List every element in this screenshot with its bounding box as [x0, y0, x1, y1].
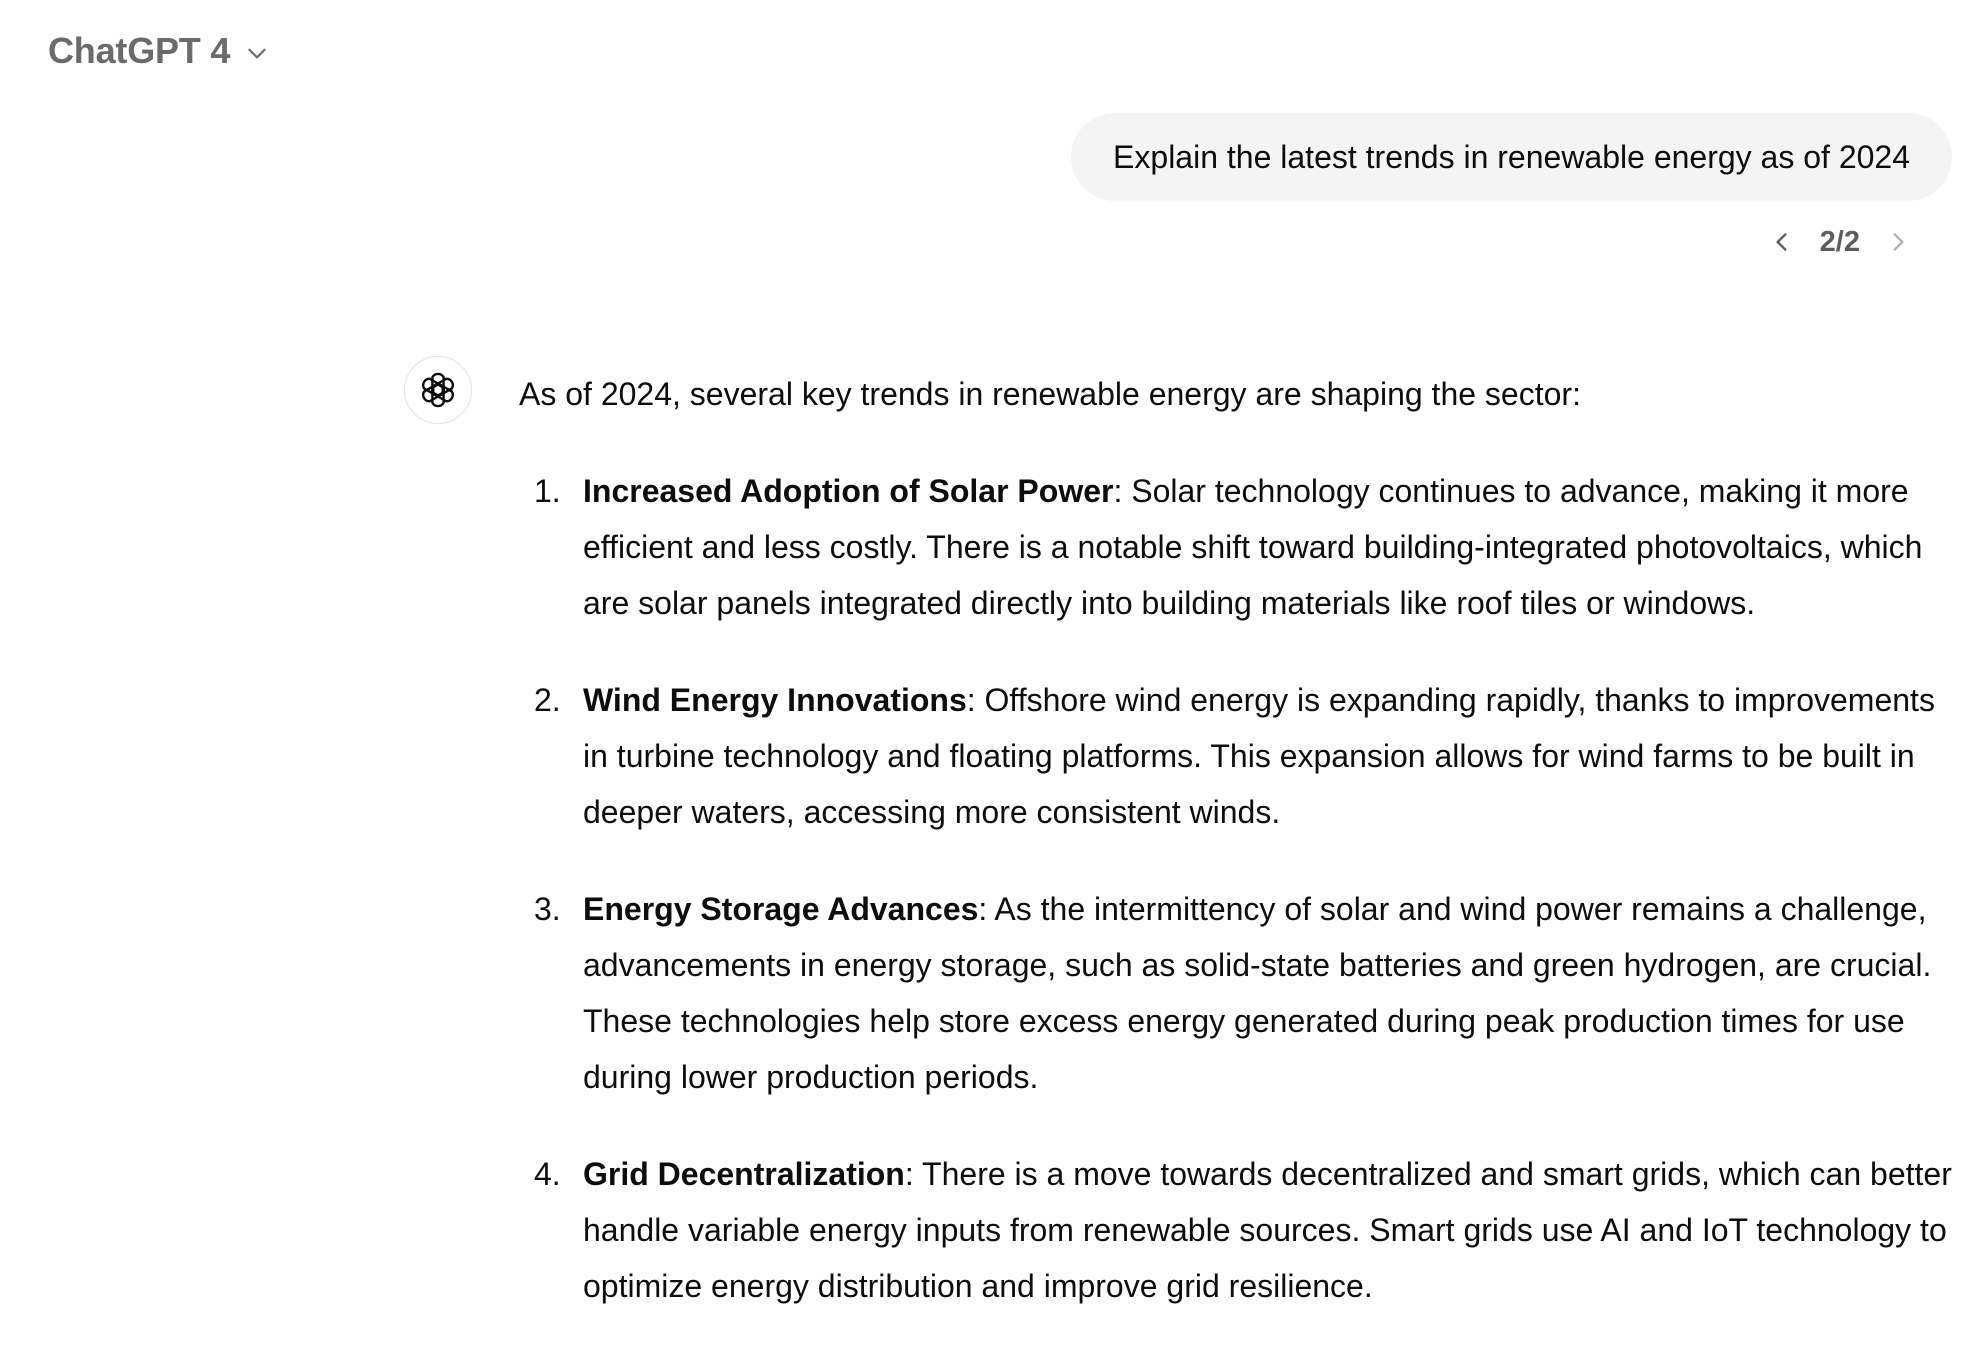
chevron-left-icon[interactable] [1764, 224, 1800, 260]
item-number: 1. [534, 473, 561, 509]
chevron-down-icon [244, 40, 270, 66]
user-message-bubble [1071, 113, 1952, 201]
response-pager [1764, 224, 1916, 260]
trend-list [519, 463, 1959, 1314]
user-message-text: Explain the latest trends in renewable energy as of 2024 [1113, 138, 1910, 175]
list-item [519, 881, 1959, 1105]
openai-logo-icon [418, 370, 458, 410]
item-number: 3. [534, 891, 561, 927]
item-text: : Offshore wind energy is expanding rapidly, thanks to improvements in turbine technology and floating platforms. This expansion allows for wind farms to be built in deeper waters, accessing more consistent winds. [583, 682, 1935, 830]
assistant-response [519, 366, 1959, 1355]
chevron-right-icon[interactable] [1880, 224, 1916, 260]
list-item [519, 1146, 1959, 1314]
item-title: Grid Decentralization [583, 1156, 905, 1192]
item-text: : There is a move towards decentralized and smart grids, which can better handle variable energy inputs from renewable sources. Smart grids use AI and IoT technology to optimize energy distribution and improve grid resilience. [583, 1156, 1952, 1304]
pager-label: 2/2 [1819, 225, 1860, 258]
model-name: ChatGPT 4 [48, 30, 231, 71]
item-text: : Solar technology continues to advance, making it more efficient and less costly. There is a notable shift toward building-integrated photovoltaics, which are solar panels integrated directly into building materials like roof tiles or windows. [583, 473, 1923, 621]
assistant-avatar [404, 356, 472, 424]
item-text: : As the intermittency of solar and wind power remains a challenge, advancements in energy storage, such as solid-state batteries and green hydrogen, are crucial. These technologies help store excess energy generated during peak production times for use during lower production periods. [583, 891, 1932, 1095]
item-number: 4. [534, 1156, 561, 1192]
item-title: Wind Energy Innovations [583, 682, 967, 718]
item-title: Increased Adoption of Solar Power [583, 473, 1114, 509]
item-title: Energy Storage Advances [583, 891, 979, 927]
response-intro: As of 2024, several key trends in renewable energy are shaping the sector: [519, 376, 1581, 412]
item-number: 2. [534, 682, 561, 718]
model-selector[interactable] [48, 30, 270, 72]
list-item [519, 672, 1959, 840]
list-item [519, 463, 1959, 631]
